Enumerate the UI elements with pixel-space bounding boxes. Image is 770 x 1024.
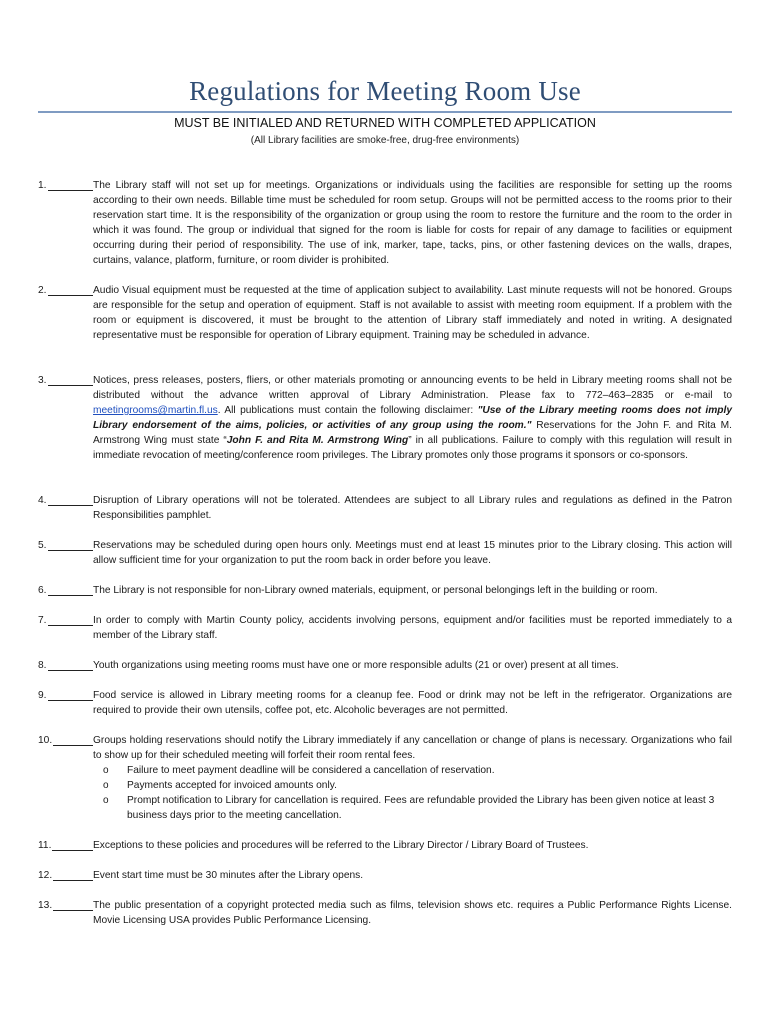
initial-blank[interactable] [53,868,93,881]
regulation-item-5 [38,538,732,568]
item-text: Disruption of Library operations will not be tolerated. Attendees are subject to all Library rules and regulations as defined in the Patron Responsibilities pamphlet. [93,495,732,521]
initial-blank[interactable] [53,733,93,746]
item-text: In order to comply with Martin County policy, accidents involving persons, equipment and/or facilities must be reported immediately to a member of the Library staff. [93,615,732,641]
regulation-item-6 [38,583,732,598]
item-text: Food service is allowed in Library meeting rooms for a cleanup fee. Food or drink may not be left in the refrigerator. Organizations are required to provide their own utensils, coffee pot, etc. Alcoholic beverages are not permitted. [93,690,732,716]
initial-blank[interactable] [48,658,94,671]
initial-blank[interactable] [48,613,94,626]
item-number: 2. [38,283,93,298]
item-number: 4. [38,493,93,508]
initial-blank[interactable] [48,538,94,551]
list-item: o Prompt notification to Library for cancellation is required. Fees are refundable provided the Library has been given notice at least 3 business days prior to the meeting cancellation. [103,795,715,821]
title-divider [38,111,732,113]
disclaimer-text: "Use of the Library meeting rooms does not imply Library endorsement of the aims, policies, or activities of any group using the room." [93,405,732,431]
regulation-item-11 [38,838,732,853]
subitem-list [93,763,732,823]
item-number: 7. [38,613,93,628]
item-number: 8. [38,658,93,673]
item-text: Groups holding reservations should notify the Library immediately if any cancellation or change of plans is necessary. Organizations who fail to show up for their scheduled meeting will forfeit their room rental fees. o Failure to meet payment deadline will be considered a cancellation of reservation. o Payments accepted for invoiced amounts only. o Prompt notification to Library for cancellation is required. Fees are refundable provided the Library has been given notice at least 3 business days prior to the meeting cancellation. [93,735,732,821]
initial-blank[interactable] [48,283,94,296]
initial-blank[interactable] [48,583,94,596]
regulation-item-4 [38,493,732,523]
initial-blank[interactable] [48,493,94,506]
email-link[interactable]: meetingrooms@martin.fl.us [93,405,218,416]
regulation-item-10 [38,733,732,823]
initial-blank[interactable] [52,838,93,851]
item-number: 3. [38,373,93,388]
item-text: Exceptions to these policies and procedures will be referred to the Library Director / Library Board of Trustees. [93,840,589,851]
item-text: Event start time must be 30 minutes after the Library opens. [93,870,364,881]
initial-blank[interactable] [48,373,94,386]
item-text: The Library is not responsible for non-Library owned materials, equipment, or personal belongings left in the building or room. [93,585,658,596]
item-number: 13. [38,898,93,913]
page-title: Regulations for Meeting Room Use [189,76,581,106]
item-number: 1. [38,178,93,193]
item-number: 11. [38,838,93,853]
wing-name: John F. and Rita M. Armstrong Wing [226,435,409,446]
regulation-item-1 [38,178,732,268]
page-subtitle: MUST BE INITIALED AND RETURNED WITH COMPLETED APPLICATION [174,116,596,130]
regulation-item-9 [38,688,732,718]
initial-blank[interactable] [48,688,94,701]
regulation-item-3 [38,373,732,463]
regulation-item-8 [38,658,732,673]
circle-bullet-icon: o [103,795,109,806]
item-number: 6. [38,583,93,598]
regulation-item-12 [38,868,732,883]
regulation-item-7 [38,613,732,643]
list-item: o Failure to meet payment deadline will be considered a cancellation of reservation. [103,765,495,776]
item-number: 12. [38,868,93,883]
item-number: 9. [38,688,93,703]
item-text: The Library staff will not set up for meetings. Organizations or individuals using the facilities are responsible for setting up the rooms according to their own needs. Billable time must be scheduled for room setup. Groups will not be permitted access to the rooms prior to their reservation start time. It is the responsibility of the organization or group using the room to restore the furniture and the room to the order in which it was found. The group or individual that signed for the room is liable for costs for repair of any damage to facilities or equipment occurring during their period of responsibility. The use of ink, marker, tape, tacks, pins, or other fastening devices on the walls, drapes, curtains, valance, platform, furniture, or room divider is prohibited. [93,180,732,266]
item-text: Notices, press releases, posters, fliers, or other materials promoting or announcing events to be held in Library meeting rooms shall not be distributed without the advance written approval of Library Administration. Please fax to 772–463–2835 or e-mail to meetingrooms@martin.fl.us. All publications must contain the following disclaimer: "Use of the Library meeting rooms does not imply Library endorsement of the aims, policies, or activities of any group using the room." Reservations for the John F. and Rita M. Armstrong Wing must state “John F. and Rita M. Armstrong Wing” in all publications. Failure to comply with this regulation will result in immediate revocation of meeting/conference room privileges. The Library promotes only those programs it sponsors or co-sponsors. [93,375,732,461]
initial-blank[interactable] [48,178,94,191]
item-text: Audio Visual equipment must be requested at the time of application subject to availability. Last minute requests will not be honored. Groups are responsible for the setup and operation of equipment. Staff is not available to assist with meeting room equipment. If a problem with the room or equipment is discovered, it must be brought to the attention of Library staff immediately and noted in writing. A designated representative must be responsible for operation of Library equipment. Training may be scheduled in advance. [93,285,732,341]
regulation-item-2 [38,283,732,343]
regulation-item-13 [38,898,732,928]
item-text: Reservations may be scheduled during open hours only. Meetings must end at least 15 minutes prior to the Library closing. This action will allow sufficient time for your organization to put the room back in order before you leave. [93,540,732,566]
item-number: 5. [38,538,93,553]
initial-blank[interactable] [53,898,93,911]
item-number: 10. [38,733,93,748]
item-text: Youth organizations using meeting rooms must have one or more responsible adults (21 or over) present at all times. [93,660,619,671]
page-subnote: (All Library facilities are smoke-free, drug-free environments) [250,135,520,146]
item-text: The public presentation of a copyright protected media such as films, television shows etc. requires a Public Performance Rights License. Movie Licensing USA provides Public Performance Licensing. [93,900,732,926]
circle-bullet-icon: o [103,780,109,791]
list-item: o Payments accepted for invoiced amounts only. [103,780,337,791]
circle-bullet-icon: o [103,765,109,776]
